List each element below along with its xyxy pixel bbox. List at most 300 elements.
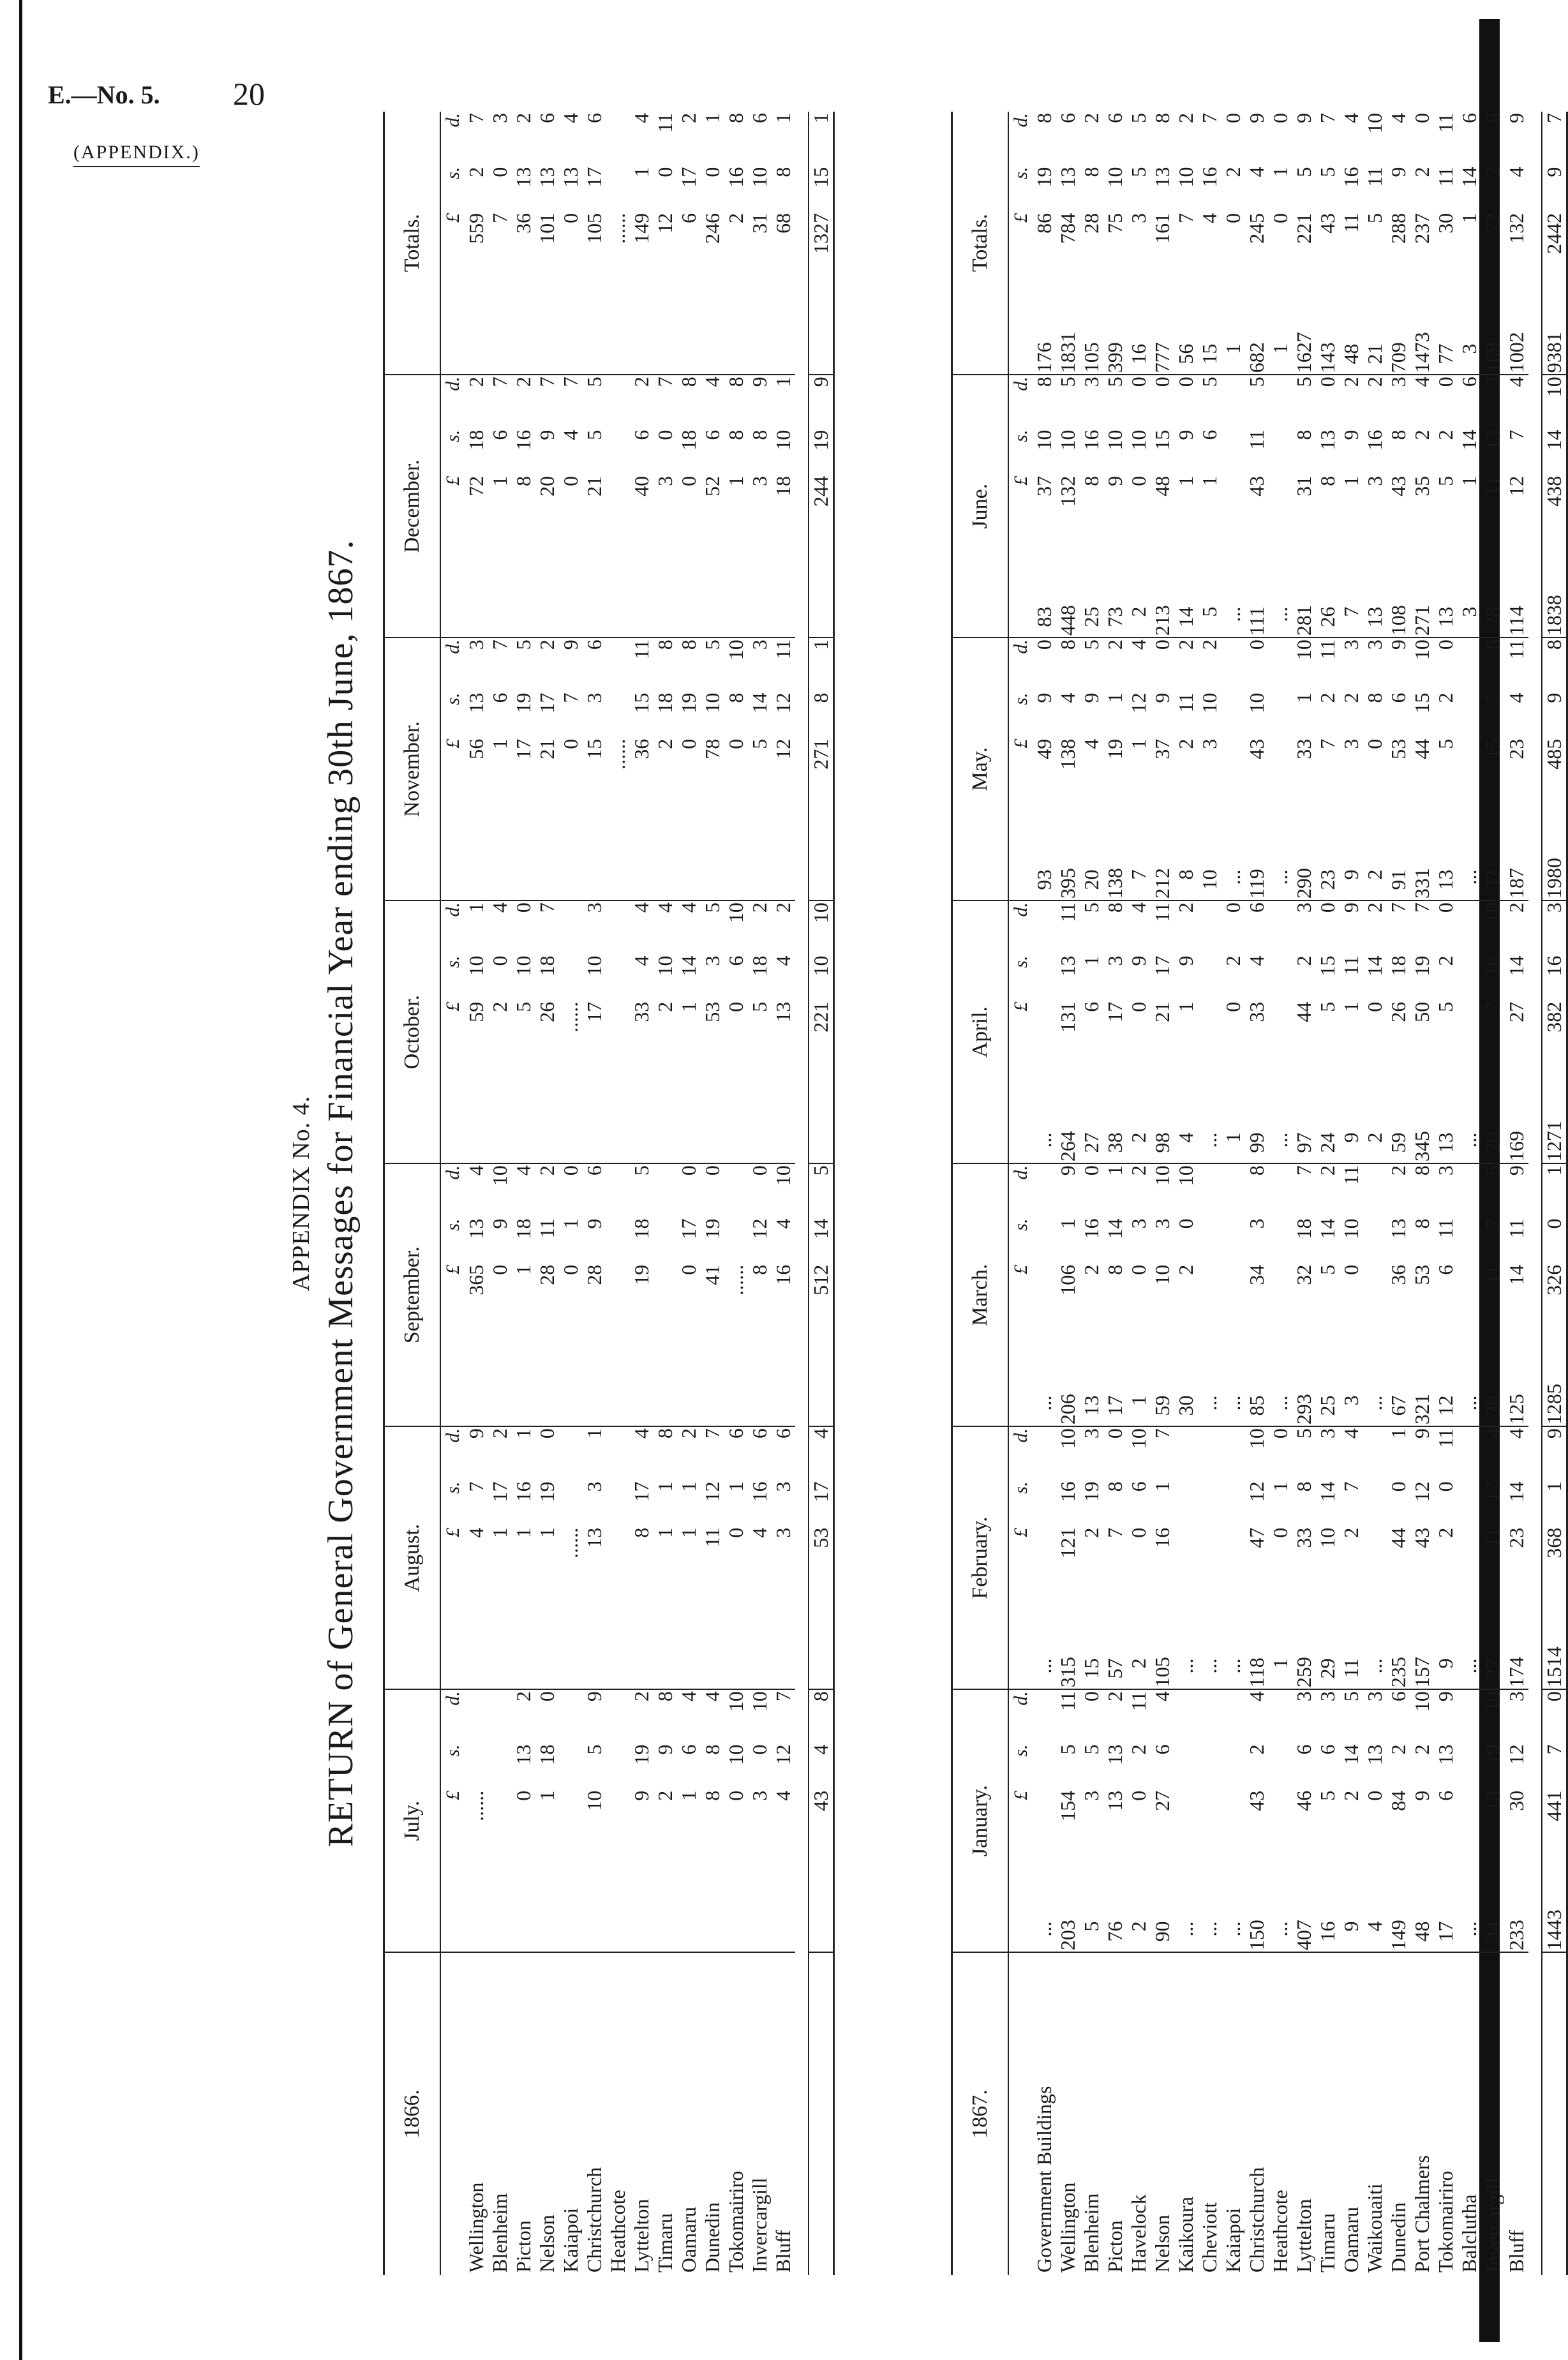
- amount-pounds: 15: [1481, 738, 1504, 759]
- total-pence: 0: [1542, 1689, 1567, 1743]
- amount-pence: 0: [1221, 113, 1244, 123]
- message-count: 11: [1340, 1657, 1363, 1689]
- amount-pence: [1221, 638, 1245, 691]
- amount-pounds: 5: [1316, 1790, 1339, 1801]
- amount-pence: 2: [677, 1428, 700, 1439]
- amount-pence: 9: [465, 1428, 488, 1439]
- amount-pence: 10: [1481, 1691, 1504, 1712]
- message-count: 15: [1198, 343, 1221, 375]
- amount-shillings: 17: [630, 1481, 653, 1502]
- count-spacer: [535, 1131, 559, 1164]
- amount-pounds: [1363, 1264, 1387, 1394]
- total-pounds: 271: [809, 738, 834, 869]
- month-header: July.: [384, 1689, 441, 1952]
- count-spacer: [748, 343, 772, 375]
- total-count: 1443: [1542, 1920, 1567, 1952]
- count-spacer: [653, 343, 677, 375]
- amount-pounds: 72: [1481, 213, 1504, 234]
- amount-pounds: 1: [1174, 1001, 1197, 1012]
- station-name: Bluff: [772, 2230, 795, 2273]
- table-row: [1316, 112, 1340, 2275]
- amount-pounds: 2: [653, 1001, 676, 1012]
- amount-pence: [559, 900, 583, 954]
- table-row: [583, 112, 606, 2275]
- amount-pounds: 16: [772, 1264, 795, 1285]
- spacer-cell: [1528, 112, 1542, 2275]
- amount-shillings: 10: [772, 429, 795, 451]
- amount-pounds: 36: [1387, 1264, 1410, 1285]
- message-count: 264: [1056, 1131, 1080, 1164]
- count-spacer: [559, 1131, 583, 1164]
- amount-shillings: [1363, 1480, 1387, 1526]
- amount-pence: 5: [701, 639, 724, 650]
- message-count: 15: [1080, 1657, 1103, 1689]
- amount-pounds: 13: [1103, 1790, 1126, 1811]
- amount-pounds: 1: [677, 1001, 700, 1012]
- amount-pounds: 7: [1103, 1527, 1126, 1538]
- amount-shillings: [559, 1480, 583, 1526]
- amount-pence: [724, 1163, 748, 1217]
- amount-pounds: 101: [535, 213, 558, 244]
- amount-pounds: 43: [1410, 1527, 1433, 1548]
- amount-shillings: 0: [653, 429, 676, 440]
- amount-shillings: 10: [1103, 167, 1126, 188]
- amount-pence: [1198, 1689, 1221, 1743]
- count-spacer: [512, 1131, 535, 1164]
- amount-pence: 11: [653, 113, 676, 133]
- amount-pence: 5: [512, 639, 535, 650]
- amount-pounds: 21: [535, 738, 558, 759]
- amount-pounds: 132: [1056, 475, 1079, 507]
- amount-shillings: 1: [1056, 1218, 1079, 1229]
- amount-shillings: [559, 1743, 583, 1789]
- count-spacer: [748, 1920, 772, 1953]
- amount-shillings: 8: [1410, 1218, 1433, 1229]
- message-count: 149: [1387, 1920, 1410, 1952]
- amount-pence: 2: [1174, 902, 1197, 913]
- amount-pence: 11: [1056, 902, 1079, 922]
- amount-pence: 2: [1174, 639, 1197, 650]
- amount-pounds: 5: [512, 1001, 535, 1012]
- message-count: 169: [1481, 343, 1505, 375]
- amount-pence: 2: [535, 639, 558, 650]
- amount-shillings: 8: [748, 429, 771, 440]
- amount-shillings: 6: [1127, 1481, 1150, 1492]
- amount-pence: 0: [1316, 377, 1339, 387]
- message-count: ...: [1033, 1394, 1056, 1426]
- message-count: 187: [1505, 869, 1528, 901]
- amount-shillings: [1198, 954, 1221, 1000]
- amount-shillings: 8: [1292, 429, 1315, 440]
- amount-shillings: 5: [1056, 1744, 1079, 1755]
- amount-shillings: 14: [1103, 1218, 1126, 1239]
- amount-pounds: 7: [1316, 738, 1339, 749]
- amount-pounds: 53: [701, 1001, 724, 1022]
- amount-pence: 5: [1245, 377, 1268, 387]
- amount-pence: 8: [677, 639, 700, 650]
- amount-shillings: 10: [465, 955, 488, 976]
- amount-pence: 3: [1387, 377, 1410, 387]
- amount-pounds: [1458, 1264, 1481, 1394]
- amount-shillings: 18: [1292, 1218, 1315, 1239]
- amount-pounds: [1458, 1001, 1481, 1131]
- amount-shillings: 13: [1103, 1744, 1126, 1765]
- amount-pounds: [1269, 1264, 1292, 1394]
- amount-pence: 9: [583, 1691, 606, 1702]
- amount-shillings: 14: [1458, 167, 1481, 188]
- amount-pounds: [606, 475, 630, 606]
- amount-shillings: 13: [1363, 1744, 1386, 1765]
- station-name: Invercargill: [1481, 2177, 1504, 2273]
- amount-shillings: 2: [1410, 1744, 1433, 1755]
- amount-pence: [1198, 900, 1221, 954]
- document-title: [287, 112, 361, 2275]
- amount-pounds: 0: [1127, 1001, 1150, 1012]
- count-spacer: [677, 343, 701, 375]
- amount-shillings: 9: [535, 429, 558, 440]
- amount-pence: [465, 1689, 488, 1743]
- count-spacer: [748, 1131, 772, 1164]
- total-spacer: [809, 606, 834, 638]
- amount-pence: 2: [772, 902, 795, 913]
- amount-pounds: 3: [1127, 213, 1150, 223]
- message-count: 399: [1103, 343, 1127, 375]
- amount-shillings: [606, 1743, 630, 1789]
- station-name: Cheviott: [1198, 2202, 1221, 2273]
- shilling-unit: s.: [1010, 1744, 1031, 1757]
- amount-pounds: 2: [653, 738, 676, 749]
- amount-pounds: 4: [1198, 213, 1221, 223]
- total-pounds: 221: [809, 1001, 834, 1131]
- count-spacer: [606, 1657, 630, 1690]
- message-count: 1002: [1505, 343, 1528, 375]
- shilling-unit: s.: [1010, 429, 1031, 442]
- count-spacer: [488, 606, 512, 638]
- amount-pence: [559, 1689, 583, 1743]
- return-table: [951, 112, 1568, 2275]
- message-count: 1: [1127, 1394, 1151, 1426]
- amount-shillings: [1033, 1743, 1056, 1789]
- station-name: Christchurch: [1245, 2167, 1268, 2273]
- amount-shillings: 16: [1340, 167, 1363, 188]
- count-spacer: [535, 606, 559, 638]
- amount-shillings: 1: [677, 1481, 700, 1492]
- amount-shillings: 11: [1434, 167, 1457, 187]
- amount-pounds: 43: [1316, 213, 1339, 234]
- message-count: 25: [1316, 1394, 1340, 1426]
- amount-pence: 11: [1127, 1691, 1150, 1711]
- message-count: 213: [1151, 606, 1174, 638]
- amount-pence: 3: [1434, 1165, 1457, 1176]
- amount-pence: 7: [1387, 902, 1410, 913]
- amount-shillings: 14: [1316, 1218, 1339, 1239]
- amount-shillings: 10: [1245, 692, 1268, 713]
- amount-pounds: 28: [583, 1264, 606, 1285]
- amount-pounds: 56: [465, 738, 488, 759]
- amount-pence: 7: [653, 377, 676, 387]
- amount-pence: 10: [724, 1691, 747, 1712]
- message-count: 2: [1127, 1131, 1151, 1164]
- station-name: Waikouaiti: [1363, 2183, 1386, 2273]
- amount-pence: 8: [1410, 1165, 1433, 1176]
- amount-shillings: 18: [630, 1218, 653, 1239]
- count-spacer: [488, 1394, 512, 1427]
- amount-shillings: [1269, 1743, 1292, 1789]
- amount-pounds: 221: [1292, 213, 1315, 244]
- amount-pence: 0: [748, 1165, 771, 1176]
- amount-pence: 9: [1340, 902, 1363, 913]
- amount-shillings: 12: [772, 1744, 795, 1765]
- amount-pounds: 2: [1174, 1264, 1197, 1275]
- amount-pence: 4: [1127, 639, 1150, 650]
- amount-pounds: 5: [1434, 475, 1457, 486]
- count-spacer: [583, 606, 606, 638]
- table-row: [559, 112, 583, 2275]
- amount-shillings: 14: [1340, 1744, 1363, 1765]
- amount-pence: 2: [748, 902, 771, 913]
- station-name: Nelson: [535, 2214, 558, 2273]
- month-header: March.: [952, 1163, 1009, 1426]
- count-spacer: [583, 1131, 606, 1164]
- message-count: 16: [1127, 343, 1151, 375]
- amount-pounds: 105: [583, 213, 606, 244]
- amount-pence: 1: [1103, 1165, 1126, 1176]
- amount-pounds: 31: [748, 213, 771, 234]
- table-row: [1103, 112, 1127, 2275]
- message-count: 395: [1056, 869, 1080, 901]
- message-count: 13: [1363, 606, 1387, 638]
- month-header: April.: [952, 900, 1009, 1163]
- shilling-unit: s.: [442, 1481, 463, 1494]
- amount-shillings: 10: [701, 692, 724, 713]
- amount-pounds: 1: [1340, 1001, 1363, 1012]
- count-spacer: [465, 1657, 488, 1690]
- message-count: 7: [1340, 606, 1363, 638]
- amount-pounds: [1198, 1001, 1221, 1131]
- pence-unit: d.: [442, 902, 463, 917]
- amount-shillings: 2: [1434, 429, 1457, 440]
- count-unit: [440, 606, 465, 638]
- amount-pence: 4: [1245, 1691, 1268, 1702]
- amount-pence: 6: [748, 1428, 771, 1439]
- amount-pounds: 0: [677, 738, 700, 749]
- message-count: ...: [1269, 1920, 1292, 1952]
- amount-shillings: 3: [772, 1481, 795, 1492]
- amount-pence: 11: [1434, 1428, 1457, 1448]
- shilling-unit: s.: [442, 167, 463, 179]
- amount-shillings: 0: [488, 955, 511, 966]
- amount-shillings: 9: [653, 1744, 676, 1755]
- amount-pence: [1221, 1426, 1245, 1480]
- amount-pence: [1458, 1163, 1481, 1217]
- message-count: ...: [1269, 869, 1292, 901]
- message-count: 48: [1340, 343, 1363, 375]
- amount-pounds: ......: [606, 738, 629, 770]
- amount-pounds: 23: [1505, 738, 1528, 759]
- amount-shillings: 11: [1505, 1218, 1528, 1239]
- amount-shillings: 16: [1363, 429, 1386, 451]
- amount-shillings: 13: [465, 692, 488, 713]
- amount-shillings: 15: [630, 692, 653, 713]
- amount-pence: 0: [1080, 1165, 1103, 1176]
- table-row: [1340, 112, 1363, 2275]
- amount-pence: 3: [1080, 1428, 1103, 1439]
- message-count: ...: [1033, 1920, 1056, 1952]
- amount-shillings: 16: [1080, 429, 1103, 451]
- amount-shillings: 10: [512, 955, 535, 976]
- total-shillings: 8: [809, 692, 834, 738]
- amount-pounds: 2: [1080, 1527, 1103, 1538]
- message-count: 105: [1080, 343, 1103, 375]
- amount-shillings: 10: [1056, 429, 1079, 451]
- amount-shillings: 13: [1387, 1218, 1410, 1239]
- amount-shillings: 13: [1056, 167, 1079, 188]
- amount-pence: [1269, 1689, 1292, 1743]
- total-pence: 4: [809, 1426, 834, 1480]
- amount-shillings: [606, 692, 630, 738]
- message-count: 119: [1245, 869, 1269, 901]
- amount-pounds: 245: [1245, 213, 1268, 244]
- amount-pence: 4: [1340, 1428, 1363, 1439]
- total-shillings: 14: [1542, 429, 1567, 475]
- amount-shillings: 2: [1434, 692, 1457, 703]
- amount-shillings: 19: [630, 1744, 653, 1765]
- count-spacer: [535, 343, 559, 375]
- amount-pence: 0: [535, 1428, 558, 1439]
- amount-shillings: 17: [535, 692, 558, 713]
- amount-pounds: 78: [701, 738, 724, 759]
- amount-shillings: 1: [1103, 692, 1126, 703]
- amount-pence: 6: [583, 1165, 606, 1176]
- amount-shillings: [1363, 1217, 1387, 1263]
- amount-pence: 2: [1103, 1691, 1126, 1702]
- amount-pounds: 23: [1505, 1527, 1528, 1548]
- pence-unit: d.: [1010, 639, 1031, 654]
- message-count: 17: [1434, 1920, 1458, 1952]
- amount-shillings: 10: [583, 955, 606, 976]
- count-spacer: [724, 1131, 748, 1164]
- amount-pence: 4: [677, 902, 700, 913]
- amount-shillings: 3: [1127, 1218, 1150, 1229]
- message-count: 2: [1127, 606, 1151, 638]
- amount-shillings: 5: [1080, 1744, 1103, 1755]
- amount-pence: 0: [1174, 377, 1197, 387]
- amount-pounds: 10: [1151, 1264, 1174, 1285]
- amount-pence: 5: [630, 1165, 653, 1176]
- amount-pence: 3: [1316, 1691, 1339, 1702]
- station-name: Invercargill: [748, 2177, 771, 2273]
- totals-row: [1542, 112, 1567, 2275]
- message-count: 1: [1221, 343, 1245, 375]
- shilling-unit: s.: [442, 1218, 463, 1231]
- amount-pence: 9: [1245, 113, 1268, 123]
- amount-shillings: 2: [1292, 955, 1315, 966]
- station-name: Picton: [512, 2220, 535, 2273]
- amount-pence: [1174, 1689, 1198, 1743]
- amount-pounds: 43: [1245, 1790, 1268, 1811]
- total-shillings: 17: [809, 1480, 834, 1526]
- message-count: ...: [1033, 1657, 1056, 1689]
- amount-pence: 4: [653, 902, 676, 913]
- amount-pence: 3: [1316, 1428, 1339, 1439]
- message-count: ...: [1221, 1394, 1245, 1426]
- amount-pence: 10: [1410, 1691, 1433, 1712]
- amount-shillings: [1269, 691, 1292, 737]
- amount-shillings: 18: [535, 955, 558, 976]
- message-count: 212: [1151, 869, 1174, 901]
- amount-pence: 6: [535, 113, 558, 123]
- count-spacer: [701, 1131, 724, 1164]
- table-row: [1505, 112, 1528, 2275]
- table-row: [1363, 112, 1387, 2275]
- shilling-unit: s.: [1010, 1218, 1031, 1231]
- amount-pounds: 36: [630, 738, 653, 759]
- message-count: 77: [1434, 343, 1458, 375]
- total-pounds: 485: [1542, 738, 1567, 869]
- amount-pence: 8: [1103, 902, 1126, 913]
- message-count: ...: [1458, 1394, 1481, 1426]
- count-spacer: [772, 1131, 795, 1164]
- message-count: 2: [1127, 1657, 1151, 1689]
- message-count: 30: [1174, 1394, 1198, 1426]
- amount-pence: 10: [1056, 1428, 1079, 1449]
- amount-pence: [1363, 1426, 1387, 1480]
- pound-unit: £: [1010, 1264, 1031, 1274]
- total-pence: 9: [1542, 1426, 1567, 1480]
- amount-pounds: 53: [1410, 1264, 1433, 1285]
- table-row: [724, 112, 748, 2275]
- amount-pounds: 8: [1103, 1264, 1126, 1275]
- amount-pence: 5: [1080, 639, 1103, 650]
- message-count: 91: [1387, 869, 1410, 901]
- table-row: [630, 112, 653, 2275]
- amount-pounds: 6: [677, 213, 700, 223]
- month-header: October.: [384, 900, 441, 1163]
- message-count: 13: [1080, 1394, 1103, 1426]
- total-pence: 3: [1542, 900, 1567, 954]
- message-count: 315: [1056, 1657, 1080, 1689]
- amount-pence: [1269, 638, 1292, 691]
- amount-shillings: 0: [1434, 1481, 1457, 1492]
- message-count: 281: [1292, 606, 1316, 638]
- amount-shillings: 12: [1505, 1744, 1528, 1765]
- message-count: 114: [1505, 606, 1528, 638]
- amount-pence: 5: [1127, 113, 1150, 123]
- unit-row: [1008, 112, 1033, 2275]
- amount-shillings: 14: [1363, 955, 1386, 976]
- total-spacer: [809, 869, 834, 901]
- amount-shillings: 4: [559, 429, 582, 440]
- amount-pounds: 43: [1245, 475, 1268, 497]
- amount-pence: 1: [512, 1428, 535, 1439]
- message-count: 32: [1481, 869, 1505, 901]
- amount-shillings: 6: [1198, 429, 1221, 440]
- amount-pence: 9: [559, 639, 582, 650]
- message-count: 25: [1080, 606, 1103, 638]
- amount-shillings: 14: [677, 955, 700, 976]
- message-count: 3: [1458, 606, 1481, 638]
- amount-pounds: 0: [1363, 1001, 1386, 1012]
- message-count: 57: [1103, 1657, 1127, 1689]
- amount-shillings: 7: [1505, 429, 1528, 440]
- amount-pounds: [1269, 1789, 1292, 1920]
- amount-pounds: 0: [1363, 1790, 1386, 1801]
- amount-pounds: 53: [1387, 738, 1410, 759]
- amount-pounds: 21: [1151, 1001, 1174, 1022]
- total-spacer: [809, 1394, 834, 1427]
- message-count: 206: [1056, 1394, 1080, 1426]
- amount-pounds: 7: [488, 213, 511, 223]
